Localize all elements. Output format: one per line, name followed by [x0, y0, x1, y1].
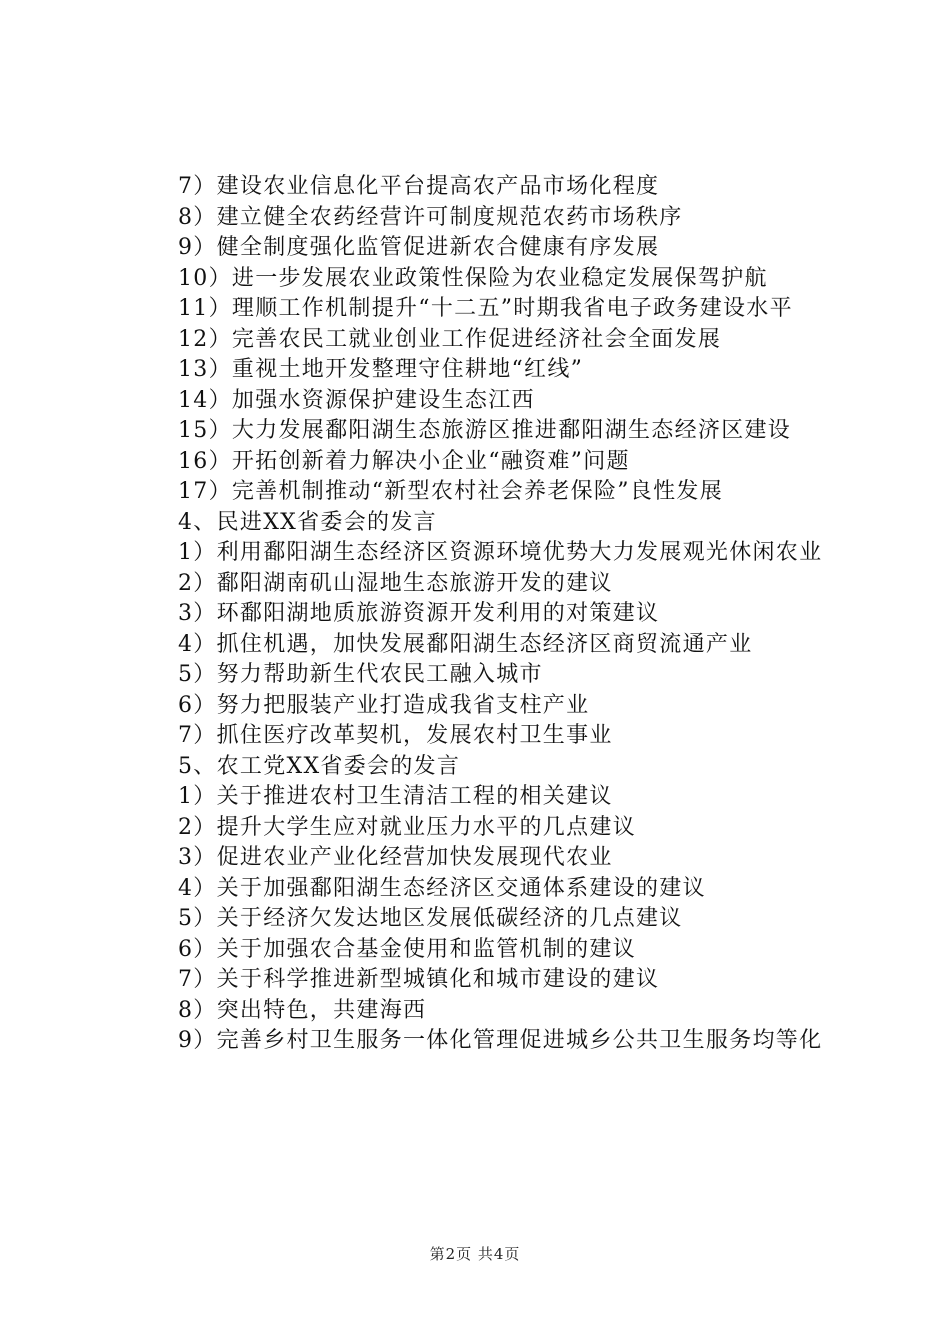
list-item: 5）努力帮助新生代农民工融入城市	[178, 662, 543, 687]
list-item: 4）抓住机遇，加快发展鄱阳湖生态经济区商贸流通产业	[178, 631, 753, 657]
list-item: 16）开拓创新着力解决小企业“融资难”问题	[178, 448, 630, 474]
list-item: 15）大力发展鄱阳湖生态旅游区推进鄱阳湖生态经济区建设	[178, 418, 792, 443]
list-item: 10）进一步发展农业政策性保险为农业稳定发展保驾护航	[178, 265, 768, 291]
section-heading: 5、农工党XX省委会的发言	[178, 753, 461, 779]
list-item: 7）关于科学推进新型城镇化和城市建设的建议	[178, 967, 660, 992]
document-body	[128, 172, 833, 1057]
list-item: 11）理顺工作机制提升“十二五”时期我省电子政务建设水平	[178, 296, 793, 321]
list-item: 7）抓住医疗改革契机，发展农村卫生事业	[178, 723, 613, 748]
page-number-footer: 第2页 共4页	[429, 1245, 521, 1263]
list-item: 14）加强水资源保护建设生态江西	[178, 387, 535, 413]
list-item: 3）环鄱阳湖地质旅游资源开发利用的对策建议	[178, 601, 660, 626]
list-item: 8）突出特色，共建海西	[178, 997, 427, 1023]
list-item: 1）利用鄱阳湖生态经济区资源环境优势大力发展观光休闲农业	[178, 540, 823, 565]
list-item: 2）鄱阳湖南矶山湿地生态旅游开发的建议	[178, 570, 613, 596]
list-item: 7）建设农业信息化平台提高农产品市场化程度	[178, 174, 660, 199]
list-item: 8）建立健全农药经营许可制度规范农药市场秩序	[178, 204, 683, 230]
list-item: 13）重视土地开发整理守住耕地“红线”	[178, 357, 584, 382]
list-item: 6）关于加强农合基金使用和监管机制的建议	[178, 936, 636, 962]
list-item: 2）提升大学生应对就业压力水平的几点建议	[178, 814, 636, 840]
list-item: 4）关于加强鄱阳湖生态经济区交通体系建设的建议	[178, 875, 706, 901]
list-item: 17）完善机制推动“新型农村社会养老保险”良性发展	[178, 479, 723, 504]
list-item: 12）完善农民工就业创业工作促进经济社会全面发展	[178, 326, 722, 352]
list-item: 9）完善乡村卫生服务一体化管理促进城乡公共卫生服务均等化	[178, 1028, 823, 1053]
list-item: 6）努力把服装产业打造成我省支柱产业	[178, 692, 590, 718]
list-item: 9）健全制度强化监管促进新农合健康有序发展	[178, 235, 660, 260]
list-item: 5）关于经济欠发达地区发展低碳经济的几点建议	[178, 906, 683, 931]
list-item: 3）促进农业产业化经营加快发展现代农业	[178, 845, 613, 870]
list-item: 1）关于推进农村卫生清洁工程的相关建议	[178, 784, 613, 809]
section-heading: 4、民进XX省委会的发言	[178, 509, 437, 535]
